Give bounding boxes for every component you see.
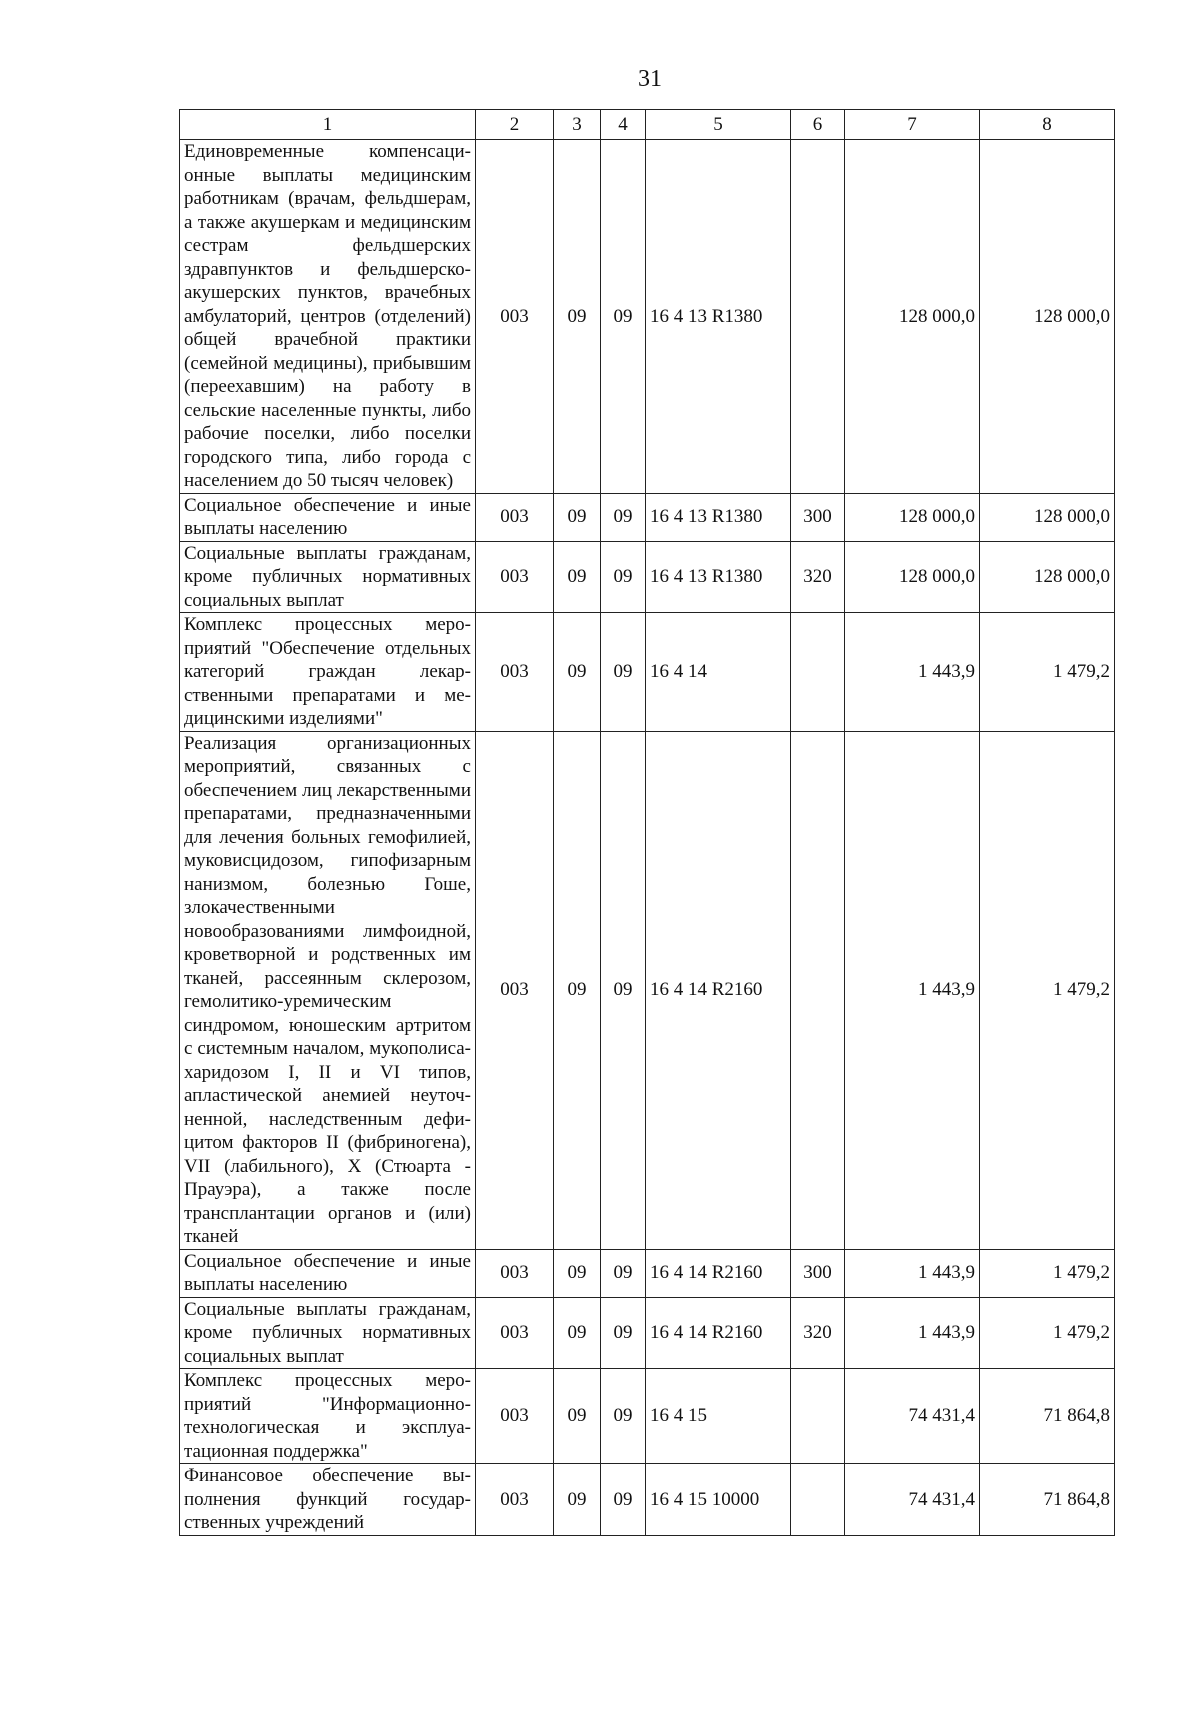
column-header: 5	[646, 110, 791, 140]
row-name-cell: Социальное обеспечение и иные выплаты населению	[180, 493, 476, 541]
amount-year2-cell: 1 479,2	[980, 731, 1115, 1249]
ministry-code-cell: 003	[476, 1297, 554, 1369]
section-code-cell: 09	[554, 493, 601, 541]
expense-type-cell	[791, 613, 845, 732]
expense-type-cell	[791, 1369, 845, 1464]
expense-type-cell: 320	[791, 541, 845, 613]
amount-year1-cell: 128 000,0	[845, 541, 980, 613]
ministry-code-cell: 003	[476, 613, 554, 732]
ministry-code-cell: 003	[476, 1249, 554, 1297]
section-code-cell: 09	[554, 1249, 601, 1297]
row-name-cell: Единовременные компенсационные выплаты медицинским работникам (врачам, фельдшерам, а также акушеркам и медицинским сестрам фельдшерских здравпунктов и фельдшерско-акушерских пунктов, врачебных амбулаторий, центров (отделений) общей врачебной практики (семейной медицины), прибывшим (переехавшим) на работу в сельские населенные пункты, либо рабочие поселки, либо поселки городского типа, либо города с населением до 50 тысяч человек)	[180, 140, 476, 494]
budget-table	[179, 109, 1115, 1536]
section-code-cell: 09	[554, 1369, 601, 1464]
target-article-cell: 16 4 15 10000	[646, 1464, 791, 1536]
amount-year1-cell: 1 443,9	[845, 613, 980, 732]
expense-type-cell: 300	[791, 1249, 845, 1297]
column-header: 2	[476, 110, 554, 140]
amount-year1-cell: 128 000,0	[845, 493, 980, 541]
amount-year2-cell: 1 479,2	[980, 1249, 1115, 1297]
target-article-cell: 16 4 13 R1380	[646, 493, 791, 541]
column-header: 1	[180, 110, 476, 140]
expense-type-cell	[791, 140, 845, 494]
subsection-code-cell: 09	[601, 493, 646, 541]
table-row	[180, 541, 1115, 613]
subsection-code-cell: 09	[601, 1464, 646, 1536]
row-name-cell: Комплекс процессных мероприятий "Обеспечение отдельных категорий граждан лекарственными препаратами и медицинскими изделиями"	[180, 613, 476, 732]
section-code-cell: 09	[554, 1464, 601, 1536]
subsection-code-cell: 09	[601, 140, 646, 494]
section-code-cell: 09	[554, 541, 601, 613]
section-code-cell: 09	[554, 731, 601, 1249]
row-name-cell: Социальные выплаты гражданам, кроме публичных нормативных социальных выплат	[180, 541, 476, 613]
column-header: 7	[845, 110, 980, 140]
column-header: 4	[601, 110, 646, 140]
row-name-cell: Реализация организационных мероприятий, связанных с обеспечением лиц лекарственными препаратами, предназначенными для лечения больных гемофилией, муковисцидозом, гипофизарным нанизмом, болезнью Гоше, злокачественными новообразованиями лимфоидной, кроветворной и родственных им тканей, рассеянным склерозом, гемолитико-уремическим синдромом, юношеским артритом с системным началом, мукополисахаридозом I, II и VI типов, апластической анемией неуточненной, наследственным дефицитом факторов II (фибриногена), VII (лабильного), X (Стюарта - Прауэра), а также после трансплантации органов и (или) тканей	[180, 731, 476, 1249]
subsection-code-cell: 09	[601, 731, 646, 1249]
table-row	[180, 1249, 1115, 1297]
table-row	[180, 140, 1115, 494]
ministry-code-cell: 003	[476, 731, 554, 1249]
amount-year1-cell: 74 431,4	[845, 1464, 980, 1536]
subsection-code-cell: 09	[601, 613, 646, 732]
subsection-code-cell: 09	[601, 1297, 646, 1369]
section-code-cell: 09	[554, 140, 601, 494]
ministry-code-cell: 003	[476, 1464, 554, 1536]
target-article-cell: 16 4 14	[646, 613, 791, 732]
column-header: 8	[980, 110, 1115, 140]
subsection-code-cell: 09	[601, 1249, 646, 1297]
column-header: 3	[554, 110, 601, 140]
amount-year2-cell: 1 479,2	[980, 613, 1115, 732]
amount-year2-cell: 1 479,2	[980, 1297, 1115, 1369]
amount-year1-cell: 1 443,9	[845, 1249, 980, 1297]
expense-type-cell: 320	[791, 1297, 845, 1369]
ministry-code-cell: 003	[476, 541, 554, 613]
target-article-cell: 16 4 13 R1380	[646, 541, 791, 613]
amount-year2-cell: 71 864,8	[980, 1369, 1115, 1464]
amount-year1-cell: 74 431,4	[845, 1369, 980, 1464]
amount-year2-cell: 128 000,0	[980, 493, 1115, 541]
table-row	[180, 1369, 1115, 1464]
target-article-cell: 16 4 14 R2160	[646, 1249, 791, 1297]
target-article-cell: 16 4 14 R2160	[646, 1297, 791, 1369]
row-name-cell: Комплекс процессных мероприятий "Информационно-технологическая и эксплуатационная поддержка"	[180, 1369, 476, 1464]
ministry-code-cell: 003	[476, 140, 554, 494]
subsection-code-cell: 09	[601, 1369, 646, 1464]
expense-type-cell	[791, 731, 845, 1249]
column-header: 6	[791, 110, 845, 140]
table-row	[180, 613, 1115, 732]
expense-type-cell: 300	[791, 493, 845, 541]
target-article-cell: 16 4 14 R2160	[646, 731, 791, 1249]
target-article-cell: 16 4 13 R1380	[646, 140, 791, 494]
amount-year1-cell: 1 443,9	[845, 1297, 980, 1369]
table-row	[180, 1464, 1115, 1536]
target-article-cell: 16 4 15	[646, 1369, 791, 1464]
ministry-code-cell: 003	[476, 493, 554, 541]
ministry-code-cell: 003	[476, 1369, 554, 1464]
row-name-cell: Социальное обеспечение и иные выплаты населению	[180, 1249, 476, 1297]
amount-year1-cell: 1 443,9	[845, 731, 980, 1249]
amount-year1-cell: 128 000,0	[845, 140, 980, 494]
table-header-row	[180, 110, 1115, 140]
amount-year2-cell: 128 000,0	[980, 541, 1115, 613]
expense-type-cell	[791, 1464, 845, 1536]
section-code-cell: 09	[554, 1297, 601, 1369]
subsection-code-cell: 09	[601, 541, 646, 613]
row-name-cell: Социальные выплаты гражданам, кроме публичных нормативных социальных выплат	[180, 1297, 476, 1369]
page-number: 31	[638, 66, 662, 92]
amount-year2-cell: 128 000,0	[980, 140, 1115, 494]
amount-year2-cell: 71 864,8	[980, 1464, 1115, 1536]
row-name-cell: Финансовое обеспечение выполнения функций государственных учреждений	[180, 1464, 476, 1536]
table-row	[180, 731, 1115, 1249]
table-row	[180, 1297, 1115, 1369]
table-row	[180, 493, 1115, 541]
section-code-cell: 09	[554, 613, 601, 732]
